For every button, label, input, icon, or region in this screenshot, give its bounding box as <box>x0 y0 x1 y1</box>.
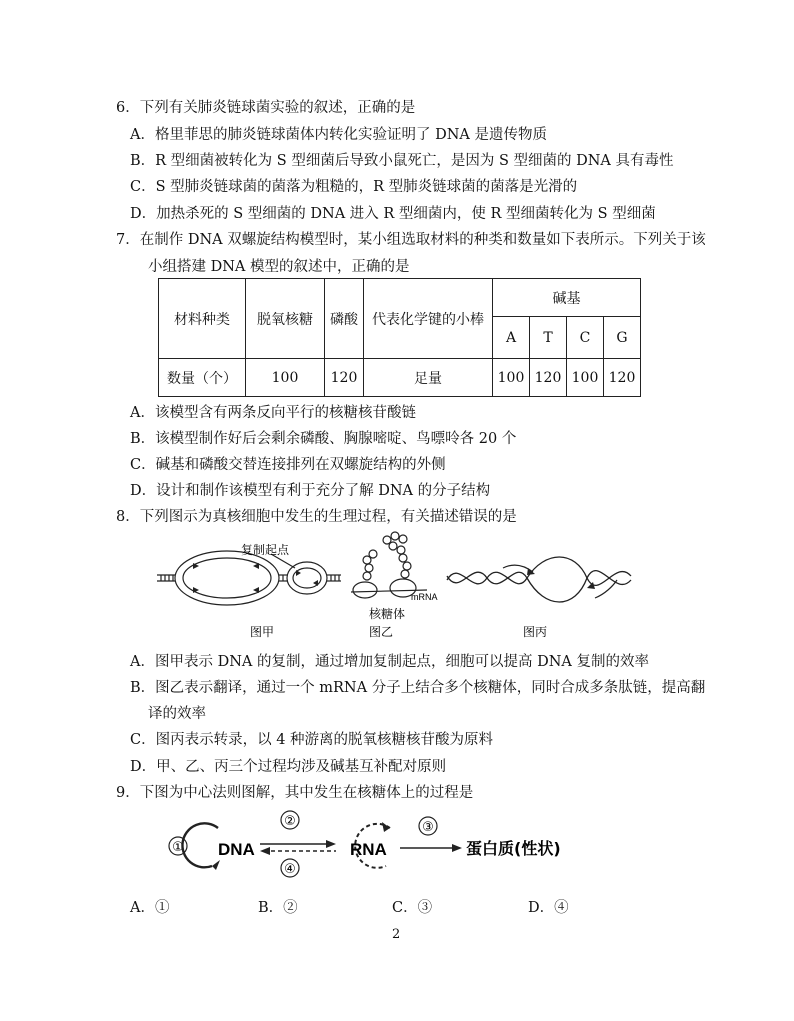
label-num-3: ③ <box>422 820 434 835</box>
cell-bond-rods: 足量 <box>364 359 493 397</box>
cell-deoxyribose: 100 <box>246 359 325 397</box>
header-base-g: G <box>604 317 641 359</box>
label-num-1: ① <box>172 840 184 855</box>
materials-table <box>158 278 641 397</box>
q7-option-b: B．该模型制作好后会剩余磷酸、胸腺嘧啶、鸟嘌呤各 20 个 <box>130 431 517 447</box>
replication-loop-arrowhead <box>212 860 220 870</box>
q7-option-c: C．碱基和磷酸交替连接排列在双螺旋结构的外侧 <box>130 457 446 473</box>
q6-option-d: D．加热杀死的 S 型细菌的 DNA 进入 R 型细菌内，使 R 型细菌转化为 S 型细菌 <box>130 206 656 222</box>
header-bond-rods: 代表化学键的小棒 <box>364 279 493 359</box>
label-rna: RNA <box>350 840 387 859</box>
q8-option-b-line1: B．图乙表示翻译，通过一个 mRNA 分子上结合多个核糖体，同时合成多条肽链，提高翻 <box>130 680 706 696</box>
label-num-2: ② <box>284 814 296 829</box>
cell-base-c: 100 <box>567 359 604 397</box>
label-replication-origin: 复制起点 <box>241 543 290 557</box>
figure-yi-translation <box>351 532 427 598</box>
header-base-a: A <box>493 317 530 359</box>
header-deoxyribose: 脱氧核糖 <box>246 279 325 359</box>
q8-option-a: A．图甲表示 DNA 的复制，通过增加复制起点，细胞可以提高 DNA 复制的效率 <box>130 654 649 670</box>
row-label-quantity: 数量（个） <box>159 359 246 397</box>
cell-base-t: 120 <box>530 359 567 397</box>
q7-option-d: D．设计和制作该模型有利于充分了解 DNA 的分子结构 <box>130 483 491 499</box>
central-dogma-figure <box>160 806 600 884</box>
figure-bing-transcription <box>447 557 631 602</box>
q7-stem-line2: 小组搭建 DNA 模型的叙述中，正确的是 <box>148 259 410 275</box>
header-base-c: C <box>567 317 604 359</box>
label-ribosome: 核糖体 <box>369 607 406 621</box>
q6-option-b: B．R 型细菌被转化为 S 型细菌后导致小鼠死亡，是因为 S 型细菌的 DNA 具有毒性 <box>130 153 674 169</box>
q8-figure <box>155 528 635 646</box>
q8-option-d: D．甲、乙、丙三个过程均涉及碱基互补配对原则 <box>130 759 447 775</box>
header-phosphate: 磷酸 <box>325 279 364 359</box>
caption-figure-bing: 图丙 <box>523 625 548 639</box>
header-base-t: T <box>530 317 567 359</box>
header-material-kind: 材料种类 <box>159 279 246 359</box>
caption-figure-jia: 图甲 <box>250 625 275 639</box>
caption-figure-yi: 图乙 <box>369 625 394 639</box>
label-mrna: mRNA <box>411 592 438 602</box>
figure-jia-replication <box>157 551 341 605</box>
q8-option-b-line2: 译的效率 <box>148 706 206 722</box>
q9-answer-a: A．① <box>130 900 170 916</box>
label-protein-trait: 蛋白质(性状) <box>466 839 561 858</box>
q8-stem: 8．下列图示为真核细胞中发生的生理过程，有关描述错误的是 <box>116 509 517 525</box>
reverse-transcription-arrowhead <box>260 847 270 855</box>
transcription-arrowhead <box>326 840 336 848</box>
q8-option-c: C．图丙表示转录，以 4 种游离的脱氧核糖核苷酸为原料 <box>130 732 494 748</box>
replication-arrows <box>193 563 318 593</box>
replication-loop-arrow <box>182 823 218 867</box>
page-number: 2 <box>392 927 401 942</box>
q9-stem: 9．下图为中心法则图解，其中发生在核糖体上的过程是 <box>116 785 474 801</box>
q6-stem: 6．下列有关肺炎链球菌实验的叙述，正确的是 <box>116 100 416 116</box>
q9-answer-c: C．③ <box>392 900 433 916</box>
label-num-4: ④ <box>284 862 296 877</box>
transcription-arrows <box>527 568 595 589</box>
cell-phosphate: 120 <box>325 359 364 397</box>
cell-base-a: 100 <box>493 359 530 397</box>
q7-option-a: A．该模型含有两条反向平行的核糖核苷酸链 <box>130 405 416 421</box>
header-bases: 碱基 <box>493 279 641 317</box>
q6-option-c: C．S 型肺炎链球菌的菌落为粗糙的，R 型肺炎链球菌的菌落是光滑的 <box>130 179 578 195</box>
q7-stem-line1: 7．在制作 DNA 双螺旋结构模型时，某小组选取材料的种类和数量如下表所示。下列关于该 <box>116 232 706 248</box>
cell-base-g: 120 <box>604 359 641 397</box>
translation-arrowhead <box>452 844 462 852</box>
q9-answer-d: D．④ <box>528 900 569 916</box>
label-dna: DNA <box>218 840 255 859</box>
q6-option-a: A．格里菲思的肺炎链球菌体内转化实验证明了 DNA 是遗传物质 <box>130 127 547 143</box>
q9-answer-b: B．② <box>258 900 298 916</box>
